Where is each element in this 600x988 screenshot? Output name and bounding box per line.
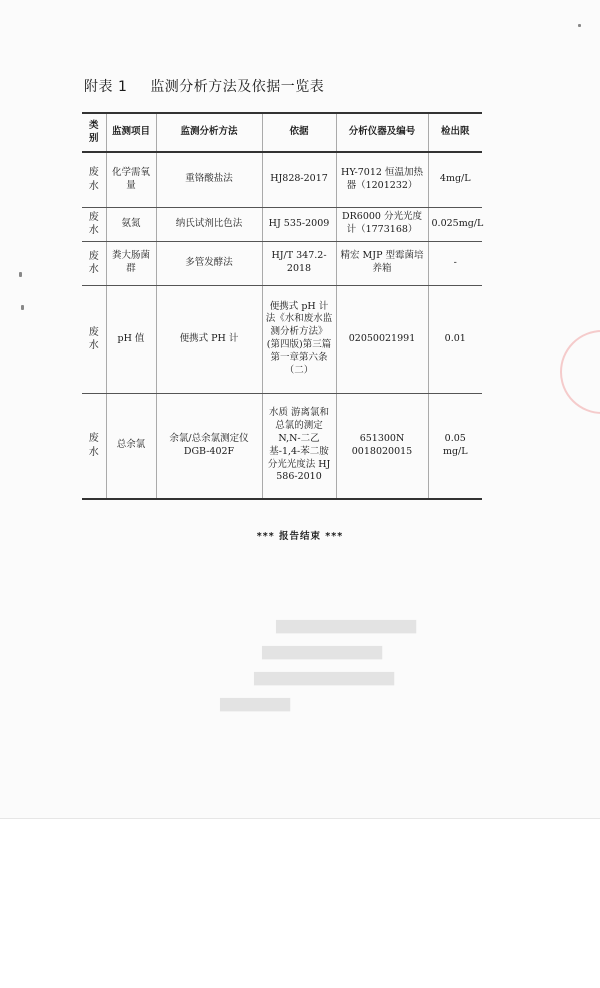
scan-speck [21, 305, 24, 310]
row-item: 总余氯 [106, 393, 156, 499]
row-method: 纳氏试剂比色法 [156, 207, 262, 241]
title-number: 附表 1 [84, 79, 128, 95]
header-method: 监测分析方法 [156, 113, 262, 152]
partial-seal-stamp [560, 330, 600, 414]
row-item: pH 值 [106, 285, 156, 393]
header-category: 类别 [82, 113, 106, 152]
row-instrument: DR6000 分光光度计（1773168） [336, 207, 428, 241]
row-item: 氨氮 [106, 207, 156, 241]
row-instrument: 651300N 0018020015 [336, 393, 428, 499]
row-basis: HJ 535-2009 [262, 207, 336, 241]
faded-back-page-text: ▇▇▇▇▇▇▇▇▇▇▇▇▇▇ ▇▇▇▇▇▇▇▇▇▇▇▇ ▇▇▇▇▇▇▇▇▇▇▇▇▇▇ ▇▇▇▇▇▇▇ [220, 619, 416, 712]
row-limit: 0.05 mg/L [428, 393, 482, 499]
header-limit: 检出限 [428, 113, 482, 152]
header-basis: 依据 [262, 113, 336, 152]
table-header-row [82, 113, 482, 152]
table-row [82, 207, 482, 241]
row-limit: - [428, 241, 482, 285]
row-limit: 0.01 [428, 285, 482, 393]
row-category: 废水 [82, 285, 106, 393]
row-item: 粪大肠菌群 [106, 241, 156, 285]
row-category: 废水 [82, 152, 106, 207]
row-category: 废水 [82, 393, 106, 499]
methods-table [82, 112, 482, 500]
table-row [82, 393, 482, 499]
row-category: 废水 [82, 207, 106, 241]
report-end-mark: *** 报告结束 *** [256, 531, 344, 542]
row-category: 废水 [82, 241, 106, 285]
row-method: 多管发酵法 [156, 241, 262, 285]
table-title [84, 76, 324, 96]
header-item: 监测项目 [106, 113, 156, 152]
row-basis: HJ/T 347.2-2018 [262, 241, 336, 285]
table-row [82, 241, 482, 285]
row-basis: 便携式 pH 计法《水和废水监测分析方法》(第四版)第三篇第一章第六条（二） [262, 285, 336, 393]
row-item: 化学需氧量 [106, 152, 156, 207]
row-limit: 0.025mg/L [428, 207, 482, 241]
scan-speck [19, 272, 22, 277]
row-basis: HJ828-2017 [262, 152, 336, 207]
header-instrument: 分析仪器及编号 [336, 113, 428, 152]
row-instrument: 精宏 MJP 型霉菌培养箱 [336, 241, 428, 285]
scan-speck [578, 24, 581, 27]
table-row [82, 285, 482, 393]
row-instrument: HY-7012 恒温加热器（1201232） [336, 152, 428, 207]
row-method: 余氯/总余氯测定仪 DGB-402F [156, 393, 262, 499]
row-method: 重铬酸盐法 [156, 152, 262, 207]
row-limit: 4mg/L [428, 152, 482, 207]
row-instrument: 02050021991 [336, 285, 428, 393]
row-method: 便携式 PH 计 [156, 285, 262, 393]
title-text: 监测分析方法及依据一览表 [150, 79, 325, 95]
table-row [82, 152, 482, 207]
row-basis: 水质 游离氯和总氯的测定 N,N-二乙基-1,4-苯二胺分光光度法 HJ 586-2010 [262, 393, 336, 499]
